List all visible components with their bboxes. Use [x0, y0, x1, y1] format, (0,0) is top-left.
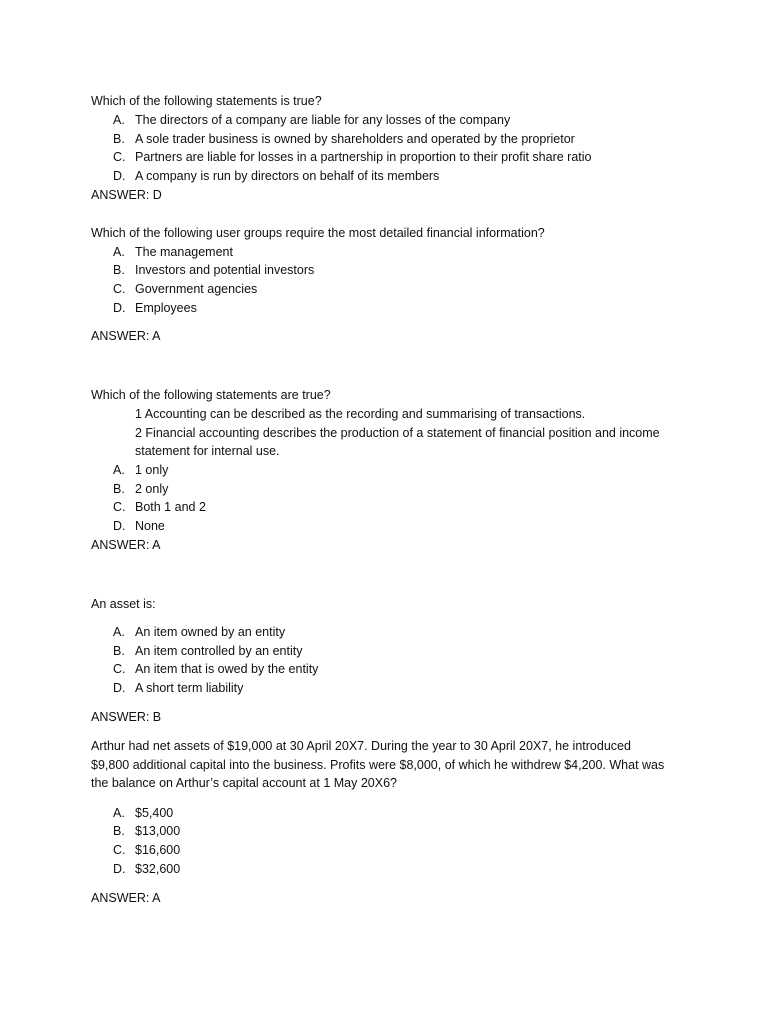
- question-5-option-c: [113, 841, 733, 859]
- option-text: Employees: [135, 301, 197, 315]
- option-text: An item owned by an entity: [135, 625, 286, 639]
- question-5-prompt-line-3: the balance on Arthur’s capital account at 1 May 20X6?: [91, 776, 397, 790]
- question-1-option-a: [113, 111, 733, 129]
- option-text: None: [135, 519, 165, 533]
- option-letter: A.: [113, 463, 125, 477]
- option-text: Government agencies: [135, 282, 258, 296]
- option-letter: D.: [113, 301, 126, 315]
- option-letter: C.: [113, 150, 126, 164]
- option-text: The management: [135, 245, 233, 259]
- option-text: Partners are liable for losses in a partnership in proportion to their profit share ratio: [135, 150, 592, 164]
- question-4-option-c: [113, 660, 733, 678]
- option-letter: C.: [113, 843, 126, 857]
- option-letter: B.: [113, 132, 125, 146]
- question-2-option-d: [113, 299, 733, 317]
- option-letter: D.: [113, 681, 126, 695]
- question-3-statement-1: 1 Accounting can be described as the recording and summarising of transactions.: [135, 407, 586, 421]
- question-5-option-b: [113, 822, 733, 840]
- question-4-answer: ANSWER: B: [91, 710, 162, 724]
- option-text: An item that is owed by the entity: [135, 662, 319, 676]
- option-letter: A.: [113, 625, 125, 639]
- question-5-answer: ANSWER: A: [91, 891, 161, 905]
- question-5-option-d: [113, 860, 733, 878]
- question-3-statement-2: 2 Financial accounting describes the production of a statement of financial position and income: [135, 426, 660, 440]
- question-1-prompt: Which of the following statements is true?: [91, 94, 322, 108]
- option-text: $32,600: [135, 862, 181, 876]
- option-letter: D.: [113, 862, 126, 876]
- question-4-prompt: An asset is:: [91, 597, 156, 611]
- option-text: Investors and potential investors: [135, 263, 315, 277]
- option-letter: B.: [113, 482, 125, 496]
- option-text: Both 1 and 2: [135, 500, 206, 514]
- option-letter: B.: [113, 644, 125, 658]
- option-text: A company is run by directors on behalf of its members: [135, 169, 440, 183]
- question-3-option-d: [113, 517, 733, 535]
- option-letter: A.: [113, 245, 125, 259]
- question-2-option-b: [113, 261, 733, 279]
- option-text: 2 only: [135, 482, 169, 496]
- option-letter: C.: [113, 282, 126, 296]
- question-2-option-c: [113, 280, 733, 298]
- option-letter: B.: [113, 824, 125, 838]
- question-1-option-d: [113, 167, 733, 185]
- option-text: $16,600: [135, 843, 181, 857]
- option-text: The directors of a company are liable for any losses of the company: [135, 113, 511, 127]
- question-2-answer: ANSWER: A: [91, 329, 161, 343]
- option-text: $13,000: [135, 824, 181, 838]
- question-5-prompt-line-1: Arthur had net assets of $19,000 at 30 April 20X7. During the year to 30 April 20X7, he introduced: [91, 739, 631, 753]
- question-1-answer: ANSWER: D: [91, 188, 162, 202]
- question-3-option-c: [113, 498, 733, 516]
- question-3-option-a: [113, 461, 733, 479]
- question-4-option-d: [113, 679, 733, 697]
- question-1-option-b: [113, 130, 733, 148]
- option-letter: A.: [113, 806, 125, 820]
- question-5-option-a: [113, 804, 733, 822]
- option-letter: D.: [113, 169, 126, 183]
- option-letter: D.: [113, 519, 126, 533]
- question-1-option-c: [113, 148, 733, 166]
- option-letter: A.: [113, 113, 125, 127]
- question-3-prompt: Which of the following statements are true?: [91, 388, 331, 402]
- question-3-answer: ANSWER: A: [91, 538, 161, 552]
- question-3-statement-2-continued: statement for internal use.: [135, 444, 280, 458]
- option-text: 1 only: [135, 463, 169, 477]
- option-letter: C.: [113, 500, 126, 514]
- question-4-option-b: [113, 642, 733, 660]
- option-text: A short term liability: [135, 681, 244, 695]
- option-letter: C.: [113, 662, 126, 676]
- option-text: A sole trader business is owned by shareholders and operated by the proprietor: [135, 132, 575, 146]
- option-text: $5,400: [135, 806, 174, 820]
- question-4-option-a: [113, 623, 733, 641]
- question-2-prompt: Which of the following user groups require the most detailed financial information?: [91, 226, 545, 240]
- question-5-prompt-line-2: $9,800 additional capital into the business. Profits were $8,000, of which he withdrew $4,200. What was: [91, 758, 665, 772]
- question-2-option-a: [113, 243, 733, 261]
- option-text: An item controlled by an entity: [135, 644, 303, 658]
- question-3-option-b: [113, 480, 733, 498]
- option-letter: B.: [113, 263, 125, 277]
